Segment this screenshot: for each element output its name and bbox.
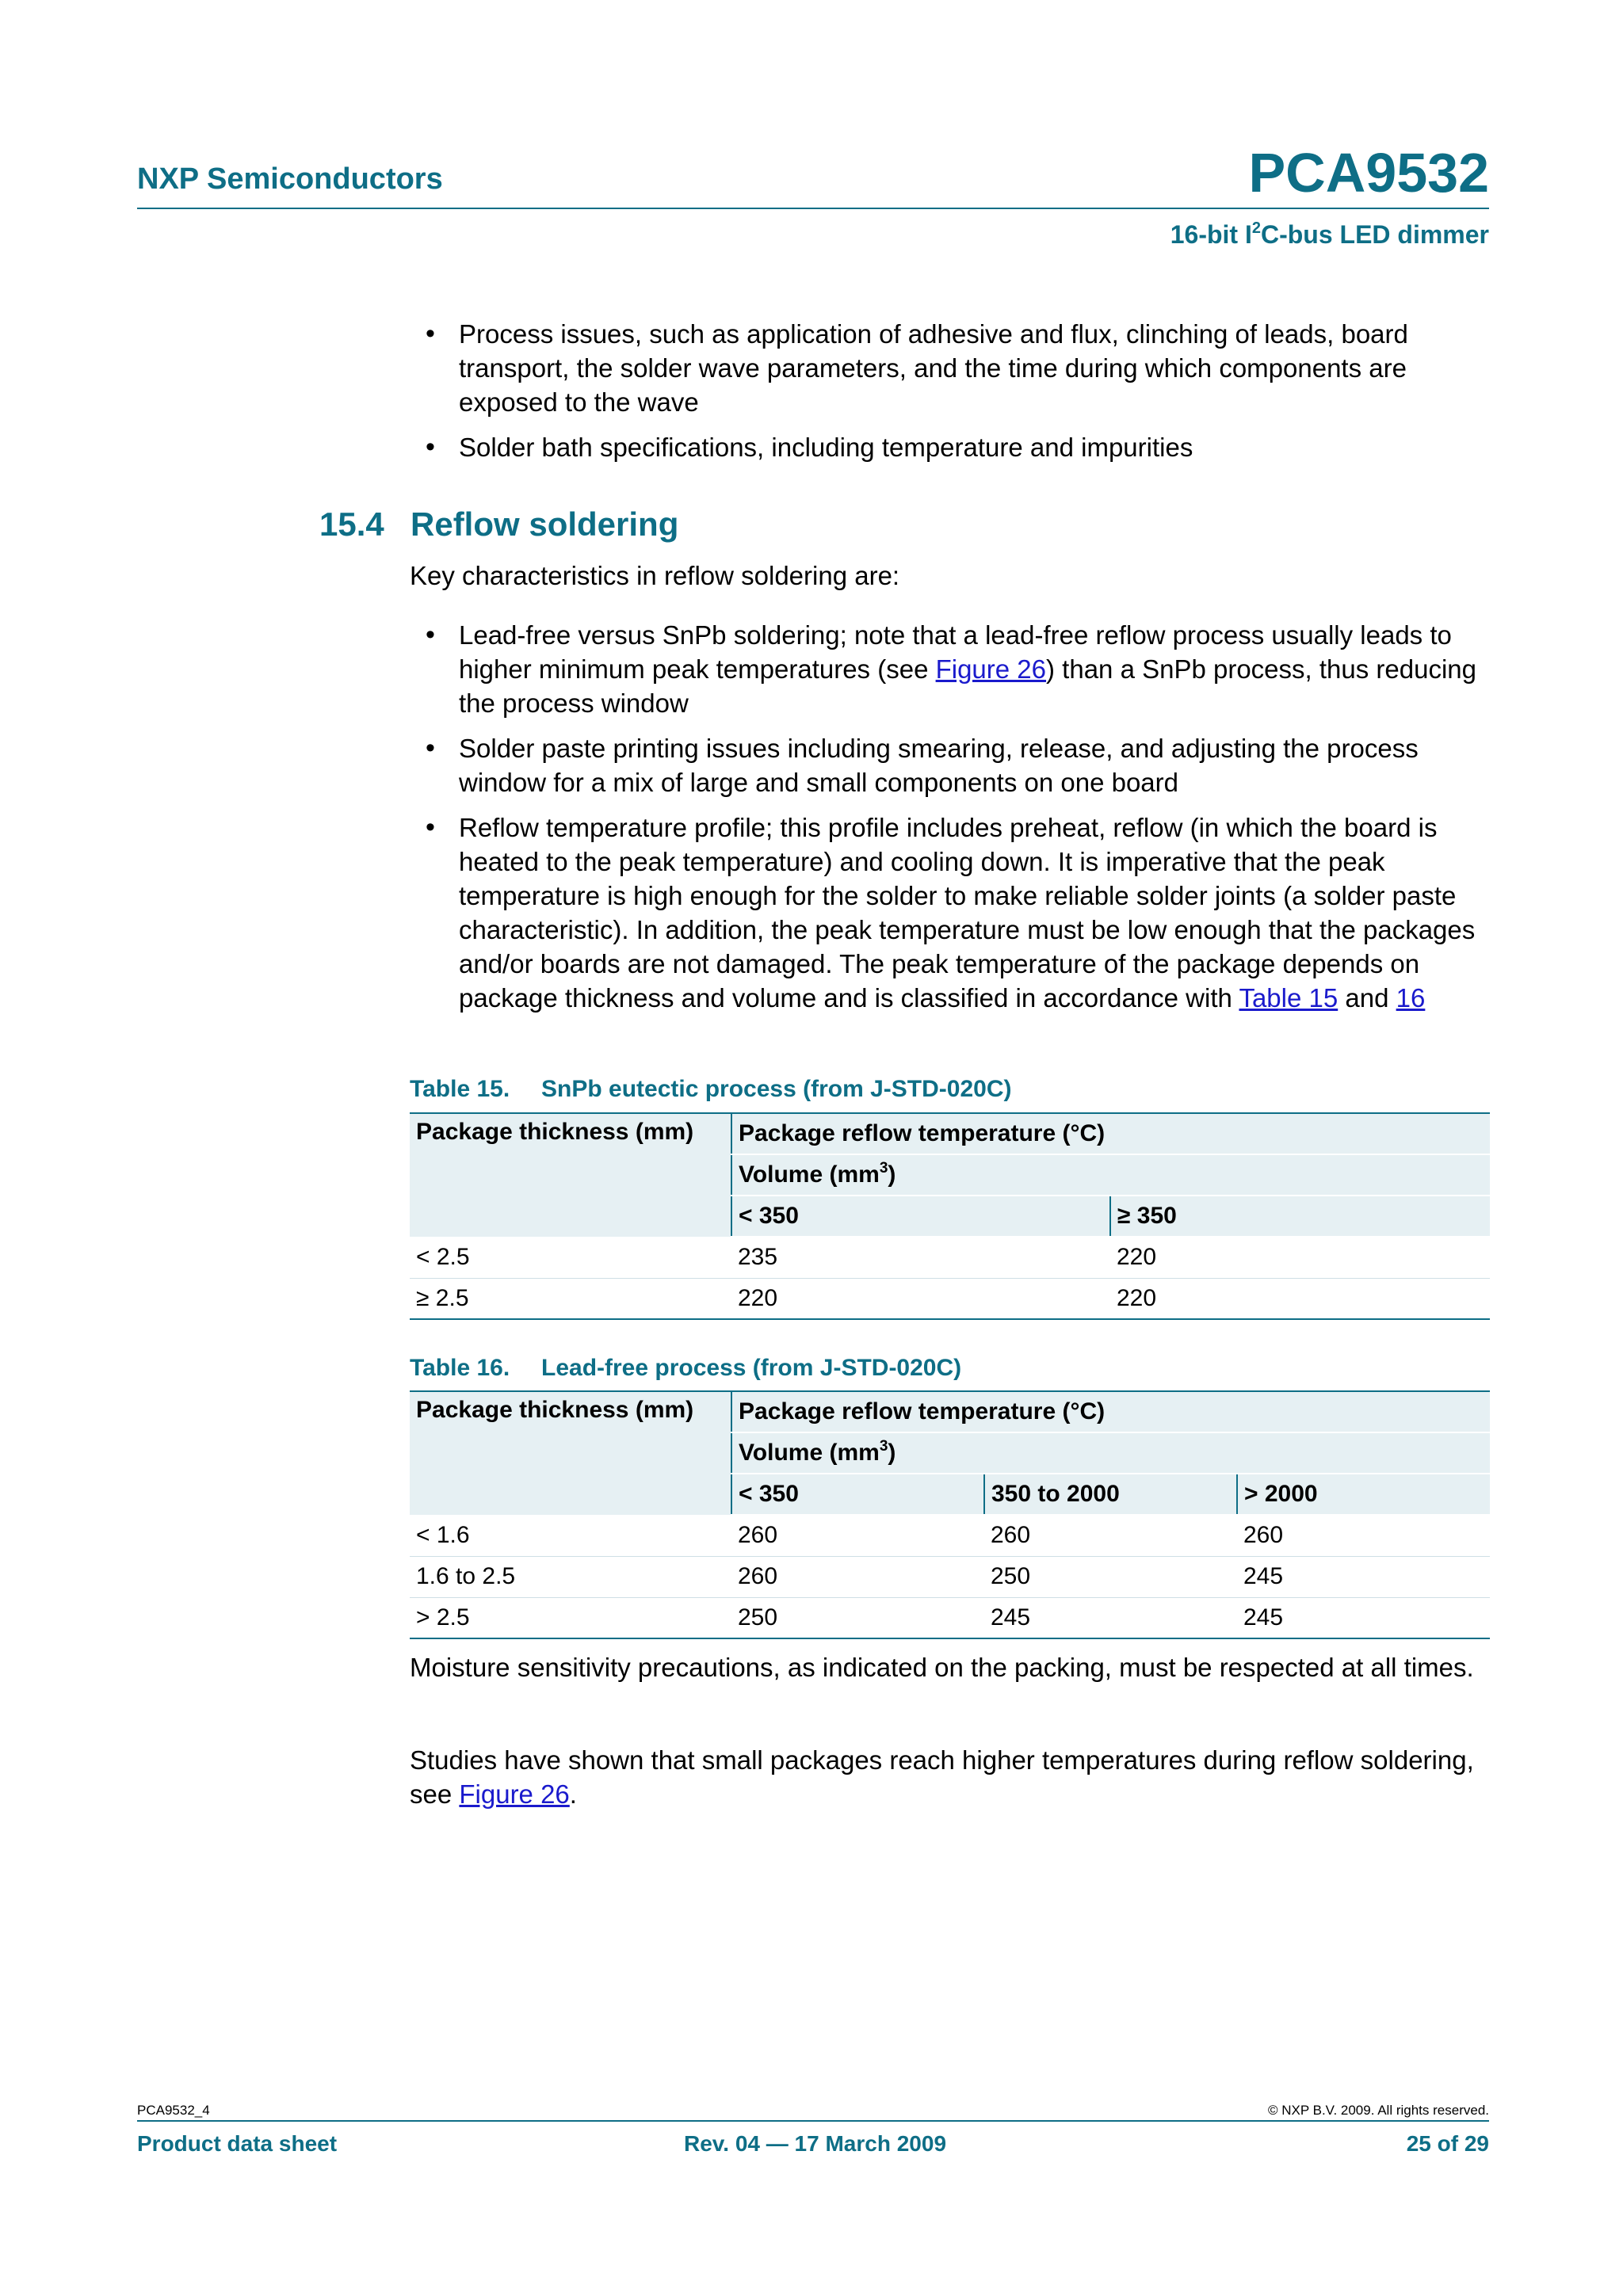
table-cell: 260 [984,1515,1237,1556]
table-cell: 220 [1110,1278,1490,1319]
list-item: • Solder bath specifications, including temperature and impurities [459,430,1497,464]
footer-divider [137,2120,1489,2122]
table-row [410,1515,1490,1556]
column-header-volume-range: < 350 [731,1196,1110,1237]
section-title: Reflow soldering [411,505,679,543]
table-16 [410,1390,1490,1639]
document-number: PCA9532_4 [137,2103,210,2118]
table-row [410,1237,1490,1278]
column-header-thickness: Package thickness (mm) [410,1391,731,1515]
table-cell: 260 [1237,1515,1490,1556]
table-cell: 1.6 to 2.5 [410,1556,731,1597]
document-type: Product data sheet [137,2131,338,2156]
header-divider [137,208,1489,209]
table-cell: < 2.5 [410,1237,731,1278]
section-number: 15.4 [319,505,384,543]
section-heading [319,505,678,543]
table-cell: 245 [1237,1597,1490,1638]
table-cell: 245 [1237,1556,1490,1597]
column-header-temperature: Package reflow temperature (°C) [731,1391,1490,1432]
table-cell: 260 [731,1515,984,1556]
copyright-notice: © NXP B.V. 2009. All rights reserved. [1267,2103,1489,2118]
figure-26-link[interactable]: Figure 26 [459,1779,570,1809]
table-cell: 260 [731,1556,984,1597]
table-row [410,1278,1490,1319]
column-header-temperature: Package reflow temperature (°C) [731,1113,1490,1154]
company-name: NXP Semiconductors [137,162,443,196]
section-intro: Key characteristics in reflow soldering are: [410,561,900,590]
table-cell: 220 [731,1278,1110,1319]
table-cell: ≥ 2.5 [410,1278,731,1319]
wave-soldering-bullets [459,317,1497,475]
table-cell: 250 [731,1597,984,1638]
figure-26-link[interactable]: Figure 26 [935,654,1047,684]
list-item: • Reflow temperature profile; this profile includes preheat, reflow (in which the board is heated to the peak temperature) and cooling down. It is imperative that the peak temperature is high enough for the solder to make reliable solder joints (a solder paste characteristic). In addition, the peak temperature must be low enough that the packages and/or boards are not damaged. The peak temperature of the package depends on package thickness and volume and is classified in accordance with Table 15 and 16 [459,810,1497,1015]
column-header-volume-range: < 350 [731,1474,984,1515]
column-header-volume-range: > 2000 [1237,1474,1490,1515]
column-header-volume-range: 350 to 2000 [984,1474,1237,1515]
table-16-caption: Table 16. Lead-free process (from J-STD-020C) [410,1355,962,1381]
table-cell: < 1.6 [410,1515,731,1556]
column-header-volume: Volume $(mm^3)$ [731,1154,1490,1196]
table-row [410,1556,1490,1597]
column-header-volume-range: ≥ 350 [1110,1196,1490,1237]
table-cell: 250 [984,1556,1237,1597]
revision-info: Rev. 04 — 17 March 2009 [684,2131,947,2156]
table-cell: 235 [731,1237,1110,1278]
table-15-caption: Table 15. SnPb eutectic process (from J-STD-020C) [410,1076,1012,1102]
document-subtitle: 16-bit $I^2C$-bus LED dimmer [1170,219,1489,249]
column-header-volume: Volume $(mm^3)$ [731,1432,1490,1474]
table-cell: 220 [1110,1237,1490,1278]
list-item: • Solder paste printing issues including smearing, release, and adjusting the process window for a mix of large and small components on one board [459,731,1497,799]
table-cell: > 2.5 [410,1597,731,1638]
table-15-link[interactable]: Table 15 [1239,983,1338,1013]
table-row [410,1597,1490,1638]
column-header-thickness: Package thickness (mm) [410,1113,731,1237]
list-item: • Lead-free versus SnPb soldering; note that a lead-free reflow process usually leads to higher minimum peak temperatures (see Figure 26) than a SnPb process, thus reducing the process window [459,618,1497,720]
table-15 [410,1112,1490,1320]
table-cell: 245 [984,1597,1237,1638]
table-16-link[interactable]: 16 [1396,983,1426,1013]
reflow-bullets [459,618,1497,1026]
list-item: • Process issues, such as application of adhesive and flux, clinching of leads, board transport, the solder wave parameters, and the time during which components are exposed to the wave [459,317,1497,419]
moisture-paragraph: Moisture sensitivity precautions, as indicated on the packing, must be respected at all times. [410,1653,1474,1682]
studies-paragraph: Studies have shown that small packages reach higher temperatures during reflow soldering, see Figure 26. [410,1745,1474,1809]
page-number: 25 of 29 [1406,2131,1489,2156]
document-id: PCA9532 [1248,142,1489,204]
